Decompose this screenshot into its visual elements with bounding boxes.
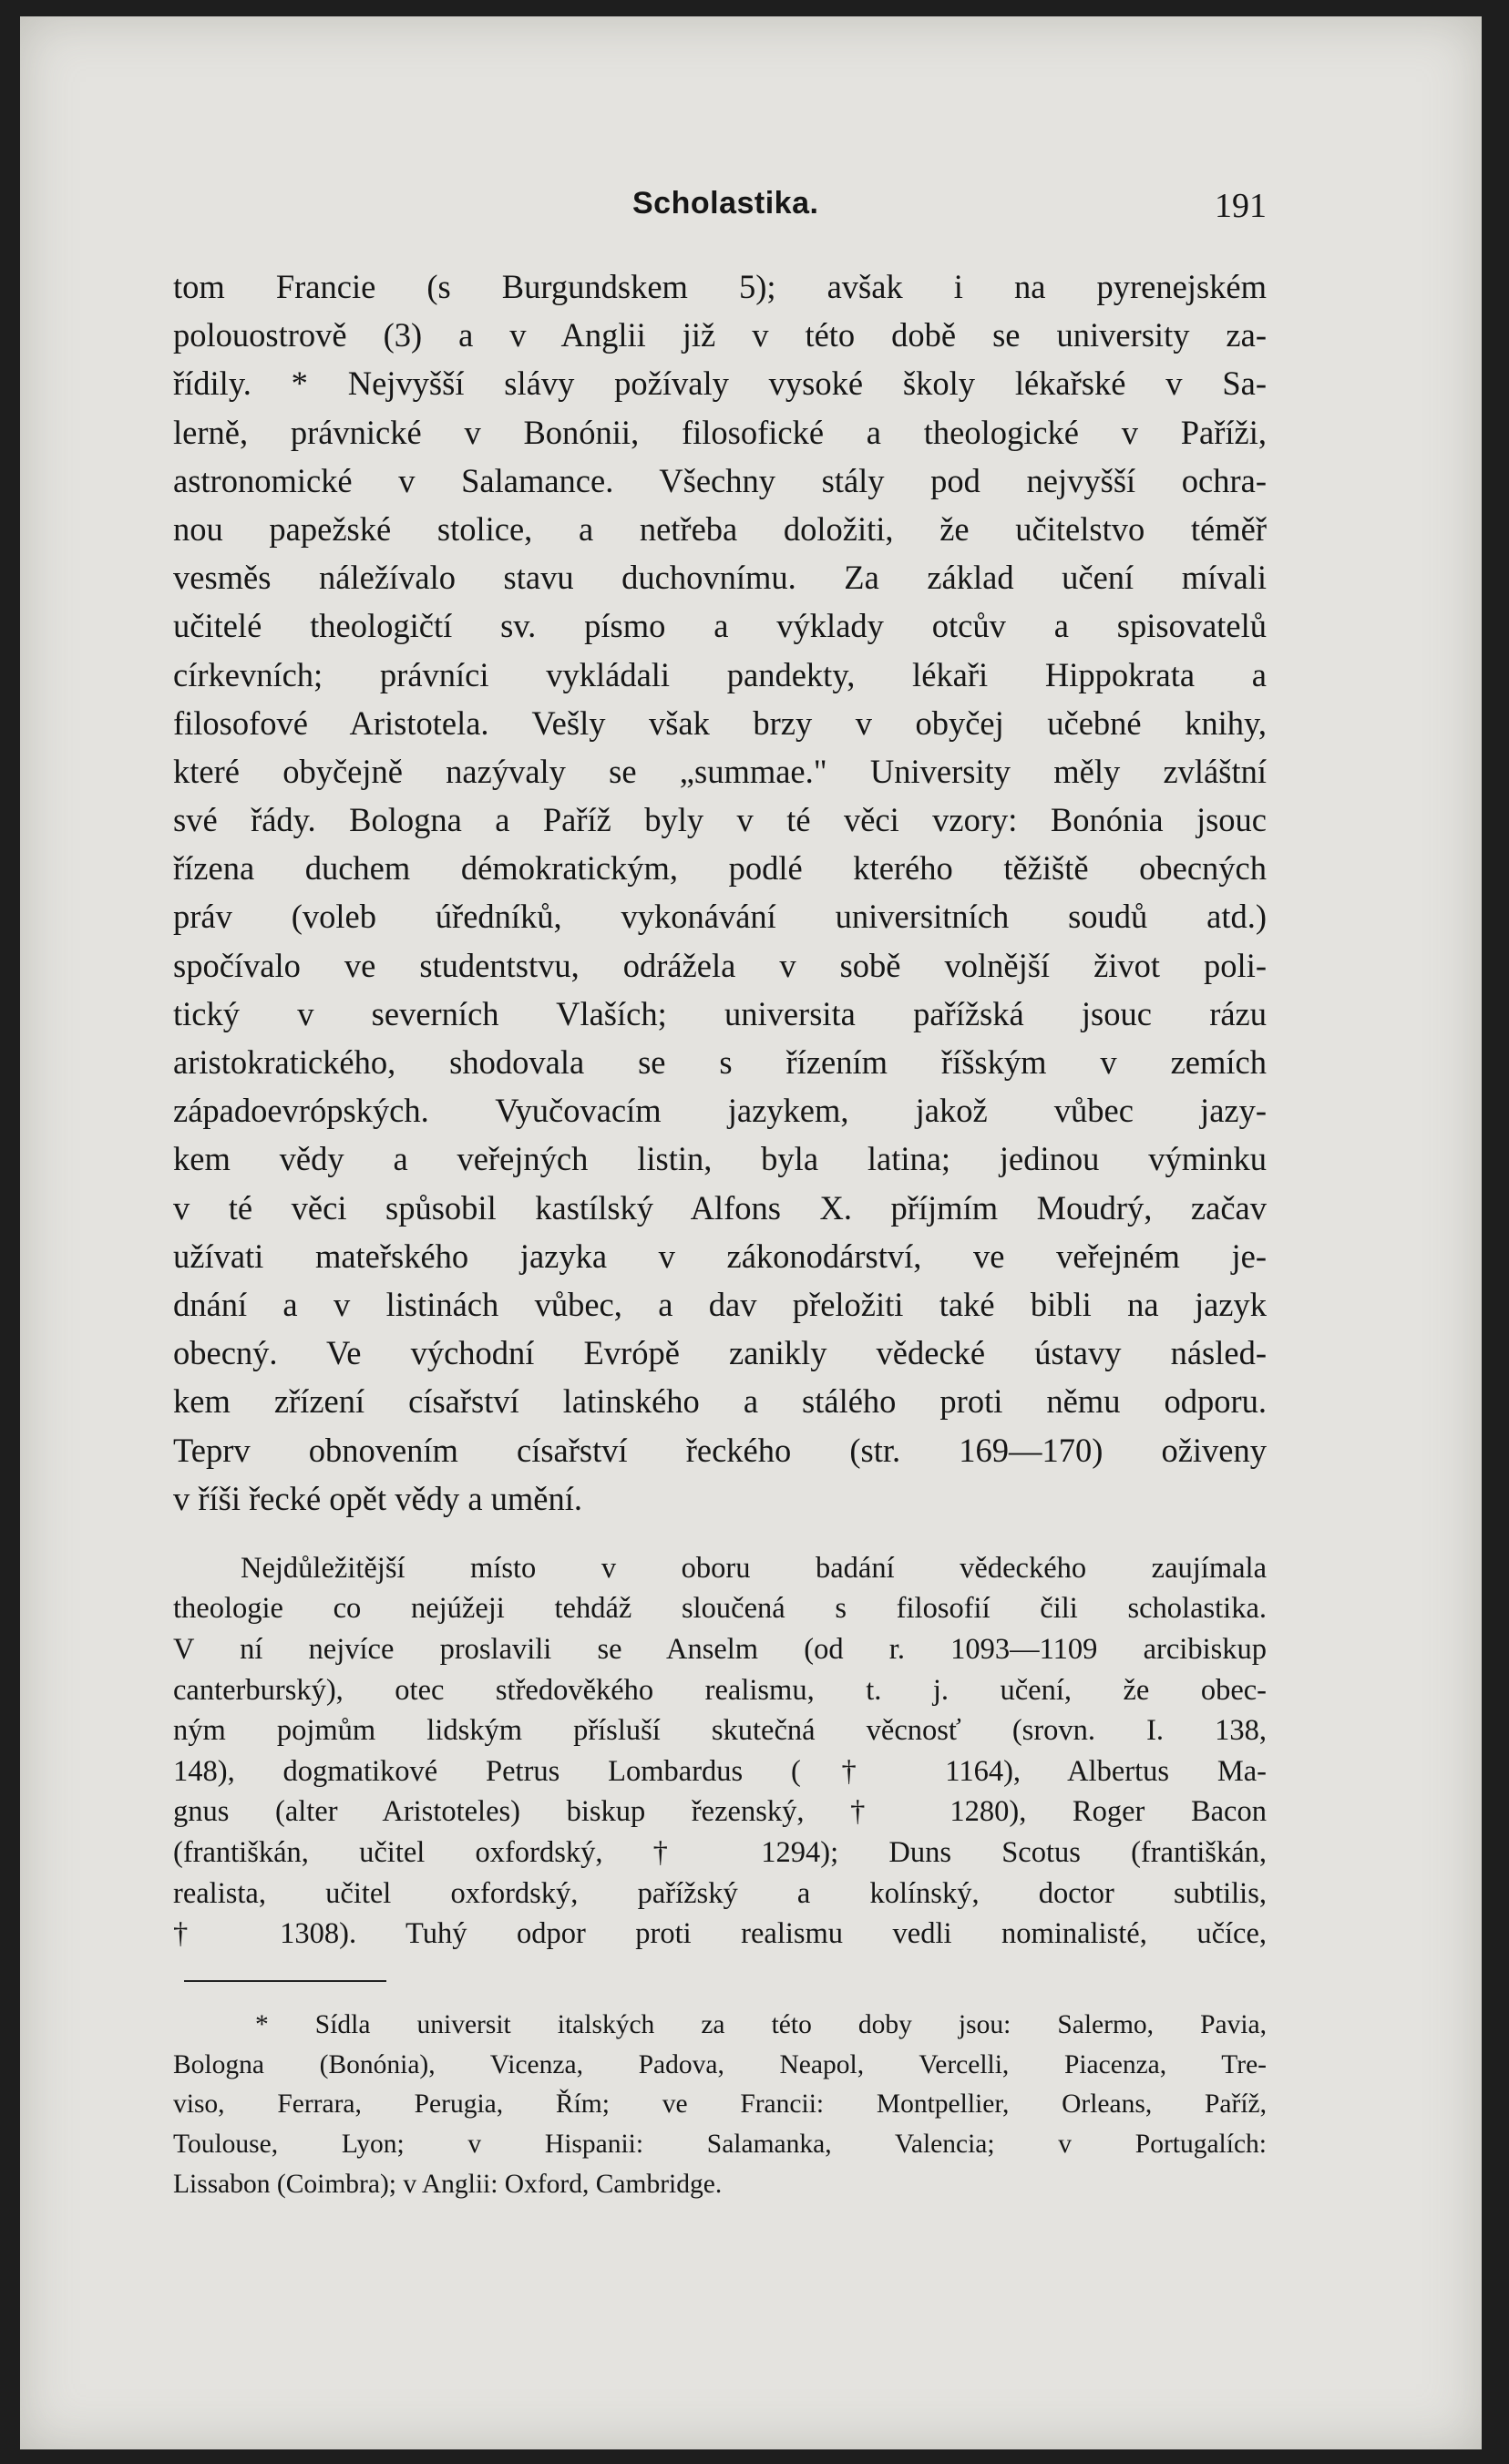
- text-line: tom Francie (s Burgundskem 5); avšak i na pyrenejském: [173, 268, 1267, 305]
- text-line: Teprv obnovením císařství řeckého (str. 169—170) oživeny: [173, 1431, 1267, 1469]
- text-line: nou papežské stolice, a netřeba doložiti, že učitelstvo téměř: [173, 509, 1267, 548]
- text-line: své řády. Bologna a Paříž byly v té věci vzory: Bonónia jsouc: [173, 801, 1267, 839]
- text-line: tický v severních Vlaších; universita pařížská jsouc rázu: [173, 994, 1267, 1032]
- text-line: v říši řecké opět vědy a umění.: [173, 1479, 582, 1517]
- text-line: lerně, právnické v Bonónii, filosofické a theologické v Paříži,: [173, 413, 1267, 451]
- text-line: kem vědy a veřejných listin, byla latina; jedinou výminku: [173, 1140, 1267, 1178]
- text-line: řídily. * Nejvyšší slávy požívaly vysoké školy lékařské v Sa-: [173, 364, 1267, 403]
- text-line: (františkán, učitel oxfordský, † 1294); Duns Scotus (františkán,: [173, 1836, 1267, 1870]
- footnote-line: Bologna (Bonónia), Vicenza, Padova, Neapol, Vercelli, Piacenza, Tre-: [173, 2049, 1267, 2079]
- page-body: [173, 262, 1267, 2205]
- text-line: dnání a v listinách vůbec, a dav přeložiti také bibli na jazyk: [173, 1285, 1267, 1323]
- footnote-line: Lissabon (Coimbra); v Anglii: Oxford, Cambridge.: [173, 2170, 723, 2199]
- text-line: spočívalo ve studentstvu, odrážela v sobě volnější život poli-: [173, 946, 1267, 984]
- text-line: ným pojmům lidským přísluší skutečná věcnosť (srovn. I. 138,: [173, 1714, 1267, 1748]
- text-line: obecný. Ve východní Evrópě zanikly vědecké ústavy násled-: [173, 1334, 1267, 1372]
- text-line: užívati mateřského jazyka v zákonodárství, ve veřejném je-: [173, 1237, 1267, 1275]
- footnote-line: viso, Ferrara, Perugia, Řím; ve Francii: Montpellier, Orleans, Paříž,: [173, 2089, 1267, 2120]
- text-line: † 1308). Tuhý odpor proti realismu vedli nominalisté, učíce,: [173, 1917, 1267, 1951]
- running-head: Scholastika.: [632, 186, 819, 221]
- footnote: [173, 2006, 1267, 2205]
- footnote-line: Toulouse, Lyon; v Hispanii: Salamanka, Valencia; v Portugalích:: [173, 2130, 1267, 2160]
- text-line: Nejdůležitější místo v oboru badání vědeckého zaujímala: [241, 1551, 1267, 1585]
- footnote-line: * Sídla universit italských za této doby jsou: Salermo, Pavia,: [255, 2009, 1267, 2039]
- text-line: canterburský), otec středověkého realismu, t. j. učení, že obec-: [173, 1673, 1267, 1707]
- page-header: [173, 186, 1267, 241]
- book-page: [20, 16, 1482, 2449]
- text-line: filosofové Aristotela. Vešly však brzy v obyčej učebné knihy,: [173, 703, 1267, 742]
- text-line: řízena duchem démokratickým, podlé kterého těžiště obecných: [173, 849, 1267, 888]
- text-line: západoevrópských. Vyučovacím jazykem, jakož vůbec jazy-: [173, 1092, 1267, 1130]
- text-line: polouostrově (3) a v Anglii již v této době se university za-: [173, 316, 1267, 354]
- text-line: které obyčejně nazývaly se „summae." University měly zvláštní: [173, 752, 1267, 790]
- text-line: práv (voleb úředníků, vykonávání universitních soudů atd.): [173, 898, 1267, 936]
- footnote-separator: [184, 1980, 386, 1982]
- text-line: aristokratického, shodovala se s řízením říšským v zemích: [173, 1043, 1267, 1081]
- text-line: církevních; právníci vykládali pandekty, lékaři Hippokrata a: [173, 655, 1267, 693]
- text-line: realista, učitel oxfordský, pařížský a kolínský, doctor subtilis,: [173, 1876, 1267, 1910]
- text-line: V ní nejvíce proslavili se Anselm (od r. 1093—1109 arcibiskup: [173, 1633, 1267, 1667]
- text-line: astronomické v Salamance. Všechny stály pod nejvyšší ochra-: [173, 461, 1267, 499]
- text-line: gnus (alter Aristoteles) biskup řezenský, † 1280), Roger Bacon: [173, 1795, 1267, 1829]
- text-line: učitelé theologičtí sv. písmo a výklady otcův a spisovatelů: [173, 607, 1267, 645]
- text-line: v té věci spůsobil kastílský Alfons X. příjmím Moudrý, začav: [173, 1188, 1267, 1227]
- paragraph-scholastics: [173, 1548, 1267, 1955]
- text-line: 148), dogmatikové Petrus Lombardus († 1164), Albertus Ma-: [173, 1754, 1267, 1788]
- text-line: kem zřízení císařství latinského a stálého proti němu odporu.: [173, 1382, 1267, 1421]
- text-line: vesměs náležívalo stavu duchovnímu. Za základ učení mívali: [173, 559, 1267, 597]
- page-number: 191: [1215, 187, 1267, 225]
- text-line: theologie co nejúžeji tehdáž sloučená s filosofií čili scholastika.: [173, 1592, 1267, 1626]
- paragraph-universities: [173, 262, 1267, 1523]
